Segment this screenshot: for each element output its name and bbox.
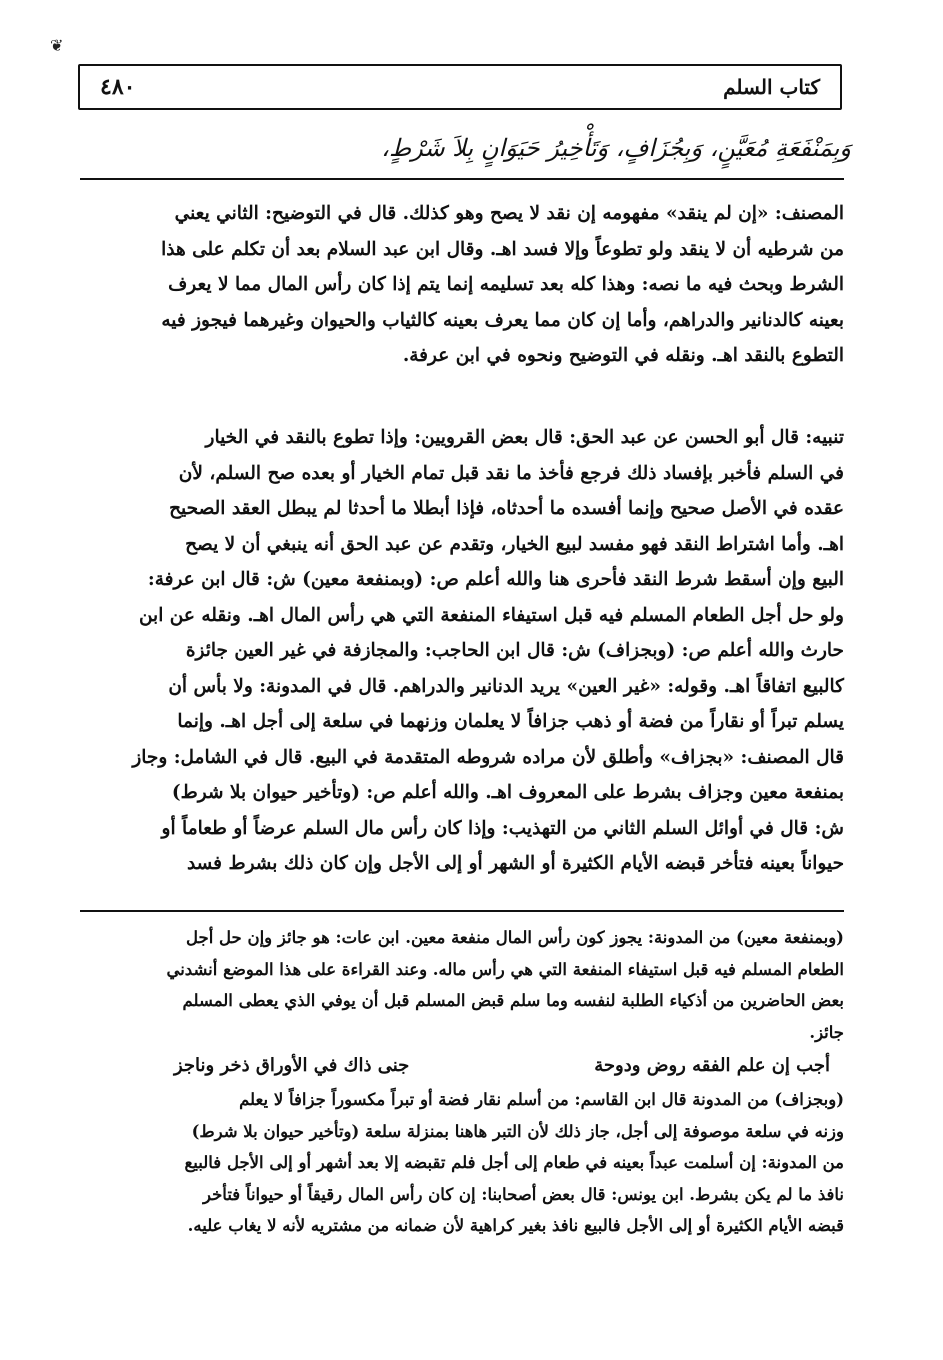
verse-first-hemistich: أجب إن علم الفقه روض ودوحة	[594, 1055, 830, 1076]
commentary-line: حيواناً بعينه فتأخر قبضه الأيام الكثيرة أو الشهر أو إلى الأجل وإن كان ذلك بشرط فسد	[186, 853, 844, 874]
commentary-line: كالبيع اتفاقاً اهـ. وقوله: «غير العين» يريد الدنانير والدراهم. قال في المدونة: ولا بأس أن	[168, 675, 844, 697]
commentary-line: في السلم فأخبر بإفساد ذلك فرجع فأخذ ما نقد قبل تمام الخيار أو بعده صح السلم، لأن	[178, 462, 844, 484]
footnote-line: نافذ ما لم يكن بشرط. ابن يونس: قال بعض أصحابنا: إن كان رأس المال رقيقاً أو حيواناً فتأخر	[202, 1184, 844, 1204]
ink-blot: ❦	[50, 36, 64, 55]
book-title: كتاب السلم	[723, 75, 820, 99]
commentary-line: البيع وإن أسقط شرط النقد فأحرى هنا والله أعلم ص: (وبمنفعة معين) ش: قال ابن عرفة:	[147, 569, 844, 590]
commentary-line: ولو حل أجل الطعام المسلم فيه قبل استيفاء المنفعة التي هي رأس المال اهـ. ونقله عن ابن	[138, 604, 844, 626]
commentary-line: المصنف: «إن لم ينقد» مفهومه إن نقد لا يصح وهو كذلك. قال في التوضيح: الثاني يعني	[174, 203, 844, 224]
footnote-line: جائز.	[809, 1022, 844, 1042]
commentary-line: عقده في الأصل صحيح وإنما أفسده ما أحدثاه، فإذا أبطلا ما أحدثا لم يبطل العقد الصحيح	[169, 498, 844, 519]
commentary-paragraph-1	[80, 196, 844, 374]
matn-text: وَبِمَنْفَعَةِ مُعَيَّنٍ، وَبِجُزَافٍ، وَتَأْخِيرُ حَيَوَانٍ بِلاَ شَرْطٍ،	[381, 134, 851, 162]
footnote-divider	[80, 910, 844, 912]
commentary-line: بعينه كالدنانير والدراهم، وأما إن كان مما يعرف بعينه كالثياب والحيوان وغيرهما فيجوز فيه	[161, 309, 844, 331]
matn-divider	[80, 178, 844, 180]
footnote-line: وزنه في سلعة موصوفة إلى أجل، جاز ذلك لأن التبر هاهنا بمنزلة سلعة (وتأخير حيوان بلا شرط)	[191, 1121, 844, 1141]
footnote-line: (وبمنفعة معين) من المدونة: يجوز كون رأس المال منفعة معين. ابن عات: هو جائز وإن حل أجل	[186, 928, 844, 947]
footnotes	[80, 922, 844, 1242]
commentary-paragraph-2	[80, 420, 844, 882]
running-header	[78, 64, 842, 110]
commentary-line: حارث والله أعلم ص: (وبجزاف) ش: قال ابن الحاجب: والمجازفة في غير العين جائزة	[185, 640, 844, 661]
footnote-line: (وبجزاف) من المدونة قال ابن القاسم: من أسلم نقار فضة أو تبراً مكسوراً جزافاً لا يعلم	[239, 1090, 844, 1109]
verse-second-hemistich: جنى ذاك في الأوراق ذخر وناجز	[174, 1055, 410, 1076]
commentary-line: من شرطيه أن لا ينقد ولو تطوعاً وإلا فسد اهـ. وقال ابن عبد السلام بعد أن تكلم على هذا	[161, 238, 844, 260]
commentary-line: ش: قال في أوائل السلم الثاني من التهذيب: وإذا كان رأس مال السلم عرضاً أو طعاماً أو	[161, 817, 844, 839]
footnote-line: بعض الحاضرين من أذكياء الطلبة لنفسه وما سلم قبض المسلم قبل أن يوفي الذي يعطى المسلم	[182, 991, 844, 1010]
verse	[80, 1048, 844, 1084]
footnote-line: من المدونة: إن أسلمت عبداً بعينه في طعام إلى أجل فلم تقبضه إلا بعد أشهر أو إلى الأجل فالبيع	[184, 1153, 844, 1172]
commentary-line: بمنفعة معين وجزاف بشرط على المعروف اهـ. والله أعلم ص: (وتأخير حيوان بلا شرط)	[171, 782, 844, 803]
commentary-line: تنبيه: قال أبو الحسن عن عبد الحق: قال بعض القرويين: وإذا تطوع بالنقد في الخيار	[205, 427, 844, 448]
commentary-line: يسلم تبراً أو نقاراً من فضة أو ذهب جزافاً لا يعلمان وزنهما في سلعة إلى أجل اهـ. وإنما	[177, 711, 844, 732]
commentary-line: قال المصنف: «بجزاف» وأطلق لأن مراده شروطه المتقدمة في البيع. قال في الشامل: وجاز	[132, 746, 844, 768]
footnote-line: الطعام المسلم فيه قبل استيفاء المنفعة التي هي رأس ماله. وعند القراءة على هذا الموضع أنشدني	[166, 959, 844, 979]
footnote-line: قبضه الأيام الكثيرة أو إلى الأجل فالبيع نافذ بغير كراهية لأن ضمانه من مشتريه لأنه لا يغاب عليه.	[187, 1216, 844, 1235]
page-number: ٤٨٠	[100, 74, 136, 100]
commentary-line: اهـ. وأما اشتراط النقد فهو مفسد لبيع الخيار، وتقدم عن عبد الحق أنه ينبغي أن لا يصح	[185, 533, 844, 555]
commentary-line: الشرط وبحث فيه ما نصه: وهذا كله بعد تسليمه إنما يتم إذا كان رأس المال مما لا يعرف	[168, 274, 844, 295]
commentary-line: التطوع بالنقد اهـ. ونقله في التوضيح ونحوه في ابن عرفة.	[402, 345, 844, 366]
